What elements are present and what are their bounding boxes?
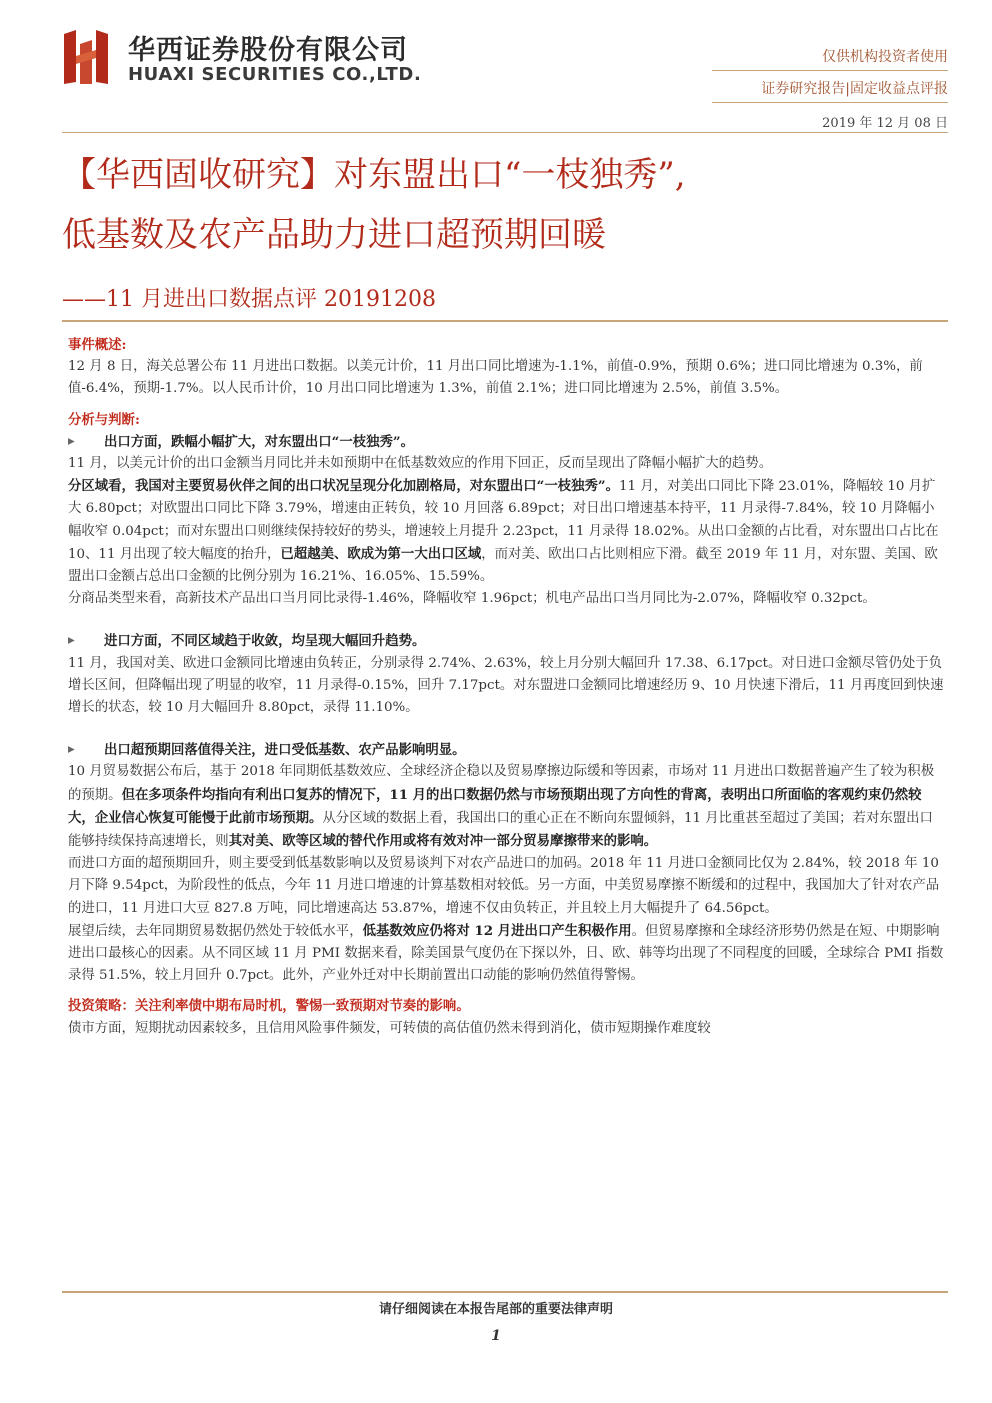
report-body [68, 334, 944, 1040]
bold-text: 分区域看，我国对主要贸易伙伴之间的出口状况呈现分化加剧格局，对东盟出口“一枝独秀”。 [68, 478, 620, 495]
outlook-paragraph-1 [68, 761, 944, 853]
bullet-import-text: 进口方面，不同区域趋于收敛，均呈现大幅回升趋势。 [104, 633, 426, 650]
arrow-icon: ▸ [68, 633, 75, 649]
outlook-paragraph-3 [68, 920, 944, 988]
bullet-outlook-text: 出口超预期回落值得关注，进口受低基数、农产品影响明显。 [104, 742, 466, 759]
report-date: 2019 年 12 月 08 日 [822, 116, 948, 131]
export-paragraph-2 [68, 475, 944, 588]
strategy-heading: 投资策略：关注利率债中期布局时机，警惕一致预期对节奏的影响。 [68, 998, 470, 1015]
page-number: 1 [491, 1328, 501, 1344]
plain-text: 展望后续，去年同期贸易数据仍然处于较低水平， [68, 923, 363, 939]
date-divider [62, 132, 948, 133]
huaxi-logo-icon [62, 28, 116, 86]
plain-text: 。但贸易摩擦和全球经济形势仍然是在短、中期影响进出口最核心的因素。从不同区域 11 月 PMI 数据来看，除美国景气度仍在下探以外，日、欧、韩等均出现了不同程度的回暖，全球综合 PMI 指数录得 51.5%，较上月回升 0.7pct。此外，产业外迁对中长期前置出口动能的影响仍然值得警惕。 [68, 923, 944, 984]
footer-divider [62, 1291, 948, 1293]
plain-text: 10 月贸易数据公布后，基于 2018 年同期低基数效应、全球经济企稳以及贸易摩擦边际缓和等因素，市场对 11 月进出口数据普遍产生了较为积极的预期。 [68, 764, 935, 803]
bold-text: 其对美、欧等区域的替代作用或将有效对冲一部分贸易摩擦带来的影响。 [228, 833, 658, 850]
arrow-icon: ▸ [68, 433, 75, 449]
analysis-heading: 分析与判断: [68, 411, 140, 428]
arrow-icon: ▸ [68, 742, 75, 758]
plain-text: ，而对美、欧出口占比则相应下滑。截至 2019 年 11 月，对东盟、美国、欧盟出口金额占总出口金额的比例分别为 16.21%、16.05%、15.59%。 [68, 546, 938, 585]
export-paragraph-3: 分商品类型来看，高新技术产品出口当月同比录得-1.46%，降幅收窄 1.96pct；机电产品出口当月同比为-2.07%，降幅收窄 0.32pct。 [68, 591, 876, 607]
report-type-tag: 证券研究报告|固定收益点评报 [761, 81, 948, 97]
header-divider [712, 102, 948, 103]
bold-text: 但在多项条件均指向有利出口复苏的情况下，11 月的出口数据仍然与市场预期出现了方向性的背离，表明出口所面临的客观约束仍然较大，企业信心恢复可能慢于此前市场预期。 [68, 786, 922, 826]
bullet-import [68, 630, 944, 652]
plain-text: 从分区域的数据上看，我国出口的重心正在不断向东盟倾斜，11 月比重甚至超过了美国；若对东盟出口能够持续保持高速增长，则 [68, 810, 933, 850]
event-heading: 事件概述: [68, 337, 127, 353]
title-divider [62, 320, 948, 322]
report-title-line2: 低基数及农产品助力进口超预期回暖 [62, 215, 606, 255]
event-paragraph: 12 月 8 日，海关总署公布 11 月进出口数据。以美元计价，11 月出口同比增速为-1.1%，前值-0.9%，预期 0.6%；进口同比增速为 0.3%，前值-6.4%，预期-1.7%。以人民币计价，10 月出口同比增速为 1.3%，前值 2.1%；进口同比增速为 2.5%，前值 3.5%。 [68, 359, 923, 397]
bullet-outlook [68, 739, 944, 761]
plain-text: 11 月，对美出口同比下降 23.01%，降幅较 10 月扩大 6.80pct；对欧盟出口同比下降 3.79%，增速由正转负，较 10 月回落 6.89pct；对日出口增速基本持平，11 月录得-7.84%，较 10 月降幅小幅收窄 0.04pct；而对东盟出口则继续保持较好的势头，增速较上月提升 2.23pct，11 月录得 18.02%。从出口金额的占比看，对东盟出口占比在 10、11 月出现了较大幅度的抬升， [68, 479, 939, 562]
company-name-en: HUAXI SECURITIES CO.,LTD. [128, 64, 422, 85]
bold-text: 低基数效应仍将对 12 月进出口产生积极作用 [362, 922, 632, 939]
header-divider [712, 70, 948, 71]
legal-notice: 请仔细阅读在本报告尾部的重要法律声明 [378, 1302, 613, 1317]
outlook-paragraph-2: 而进口方面的超预期回升，则主要受到低基数影响以及贸易谈判下对农产品进口的加码。2018 年 11 月进口金额同比仅为 2.84%，较 2018 年 10 月下降 9.54pct，为阶段性的低点，今年 11 月进口增速的计算基数相对较低。另一方面，中美贸易摩擦不断缓和的过程中，我国加大了针对农产品的进口，11 月进口大豆 827.8 万吨，同比增速高达 53.87%，增速不仅由负转正，并且较上月大幅提升了 64.56pct。 [68, 856, 940, 916]
strategy-paragraph: 债市方面，短期扰动因素较多，且信用风险事件频发，可转债的高估值仍然未得到消化，债市短期操作难度较 [68, 1020, 711, 1036]
bullet-export [68, 431, 944, 453]
export-paragraph-1: 11 月，以美元计价的出口金额当月同比并未如预期中在低基数效应的作用下回正，反而呈现出了降幅小幅扩大的趋势。 [68, 456, 773, 472]
bullet-export-text: 出口方面，跌幅小幅扩大，对东盟出口“一枝独秀”。 [104, 433, 414, 450]
report-title-line1: 【华西固收研究】对东盟出口“一枝独秀”, [62, 155, 686, 195]
bold-text: 已超越美、欧成为第一大出口区域 [280, 545, 482, 562]
import-paragraph-1: 11 月，我国对美、欧进口金额同比增速由负转正，分别录得 2.74%、2.63%，较上月分别大幅回升 17.38、6.17pct。对日进口金额尽管仍处于负增长区间，但降幅出现了明显的收窄，11 月录得-0.15%，回升 7.17pct。对东盟进口金额同比增速经历 9、10 月快速下滑后，11 月再度回到快速增长的状态，较 10 月大幅回升 8.80pct，录得 11.10%。 [68, 655, 944, 716]
report-subtitle: ——11 月进出口数据点评 20191208 [62, 287, 436, 312]
company-name-cn: 华西证券股份有限公司 [128, 35, 408, 66]
audience-tag: 仅供机构投资者使用 [822, 49, 948, 65]
